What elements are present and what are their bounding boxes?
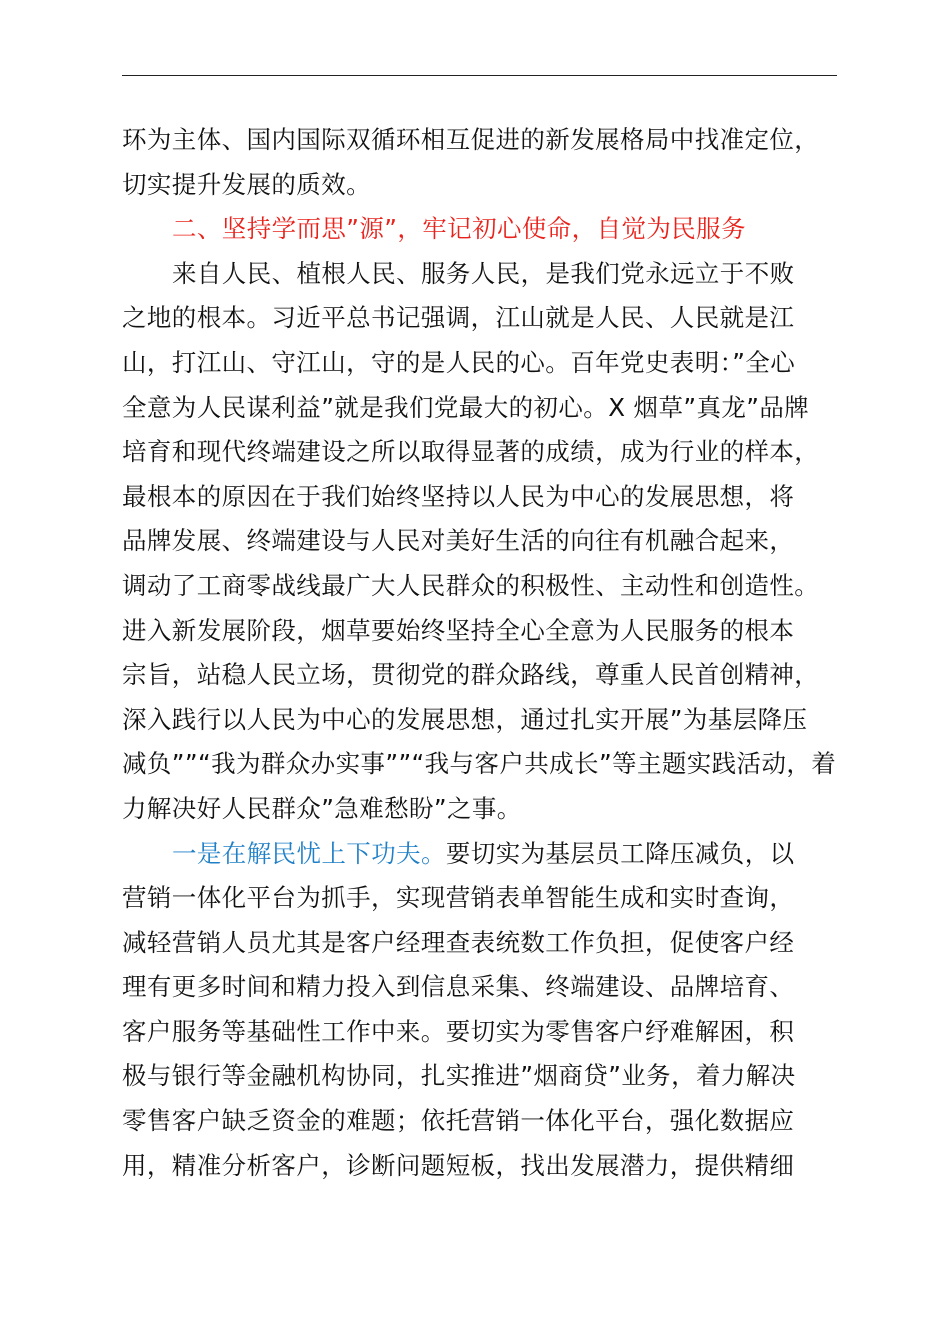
section-heading: 二、坚持学而思”源”，牢记初心使命，自觉为民服务: [172, 214, 746, 244]
body-line: 切实提升发展的质效。: [122, 169, 371, 199]
body-line: 品牌发展、终端建设与人民对美好生活的向往有机融合起来，: [122, 526, 795, 556]
body-line: 营销一体化平台为抓手，实现营销表单智能生成和实时查询，: [122, 883, 795, 913]
body-line: 培育和现代终端建设之所以取得显著的成绩，成为行业的样本，: [122, 437, 820, 467]
body-line: 宗旨，站稳人民立场，贯彻党的群众路线，尊重人民首创精神，: [122, 660, 820, 690]
body-line: 客户服务等基础性工作中来。要切实为零售客户纾难解困，积: [122, 1016, 795, 1046]
body-line: 深入践行以人民为中心的发展思想，通过扎实开展”为基层降压: [122, 704, 808, 734]
document-body: [122, 118, 862, 1188]
body-line: 全意为人民谋利益”就是我们党最大的初心。X 烟草”真龙”品牌: [122, 392, 810, 422]
body-line: 理有更多时间和精力投入到信息采集、终端建设、品牌培育、: [122, 972, 795, 1002]
body-line: 减轻营销人员尤其是客户经理查表统数工作负担，促使客户经: [122, 927, 795, 957]
body-line: 用，精准分析客户，诊断问题短板，找出发展潜力，提供精细: [122, 1150, 795, 1180]
body-line: 零售客户缺乏资金的难题；依托营销一体化平台，强化数据应: [122, 1106, 795, 1136]
lead-continuation: 要切实为基层员工降压减负，以: [445, 838, 795, 868]
body-line: 之地的根本。习近平总书记强调，江山就是人民、人民就是江: [122, 303, 795, 333]
body-line: 山，打江山、守江山，守的是人民的心。百年党史表明：”全心: [122, 347, 796, 377]
body-line: 极与银行等金融机构协同，扎实推进”烟商贷”业务，着力解决: [122, 1061, 796, 1091]
body-line: 环为主体、国内国际双循环相互促进的新发展格局中找准定位，: [122, 125, 820, 154]
body-line: 进入新发展阶段，烟草要始终坚持全心全意为人民服务的根本: [122, 615, 795, 645]
paragraph-first-line: [122, 832, 862, 877]
body-line: 最根本的原因在于我们始终坚持以人民为中心的发展思想，将: [122, 481, 795, 511]
body-line: 减负””“我为群众办实事””“我与客户共成长”等主题实践活动，着: [122, 749, 837, 779]
body-line: 力解决好人民群众”急难愁盼”之事。: [122, 793, 522, 823]
header-rule: [122, 75, 837, 76]
lead-phrase: 一是在解民忧上下功夫。: [172, 838, 446, 868]
paragraph-first-line: 来自人民、植根人民、服务人民，是我们党永远立于不败: [172, 258, 795, 288]
body-line: 调动了工商零战线最广大人民群众的积极性、主动性和创造性。: [122, 570, 820, 600]
